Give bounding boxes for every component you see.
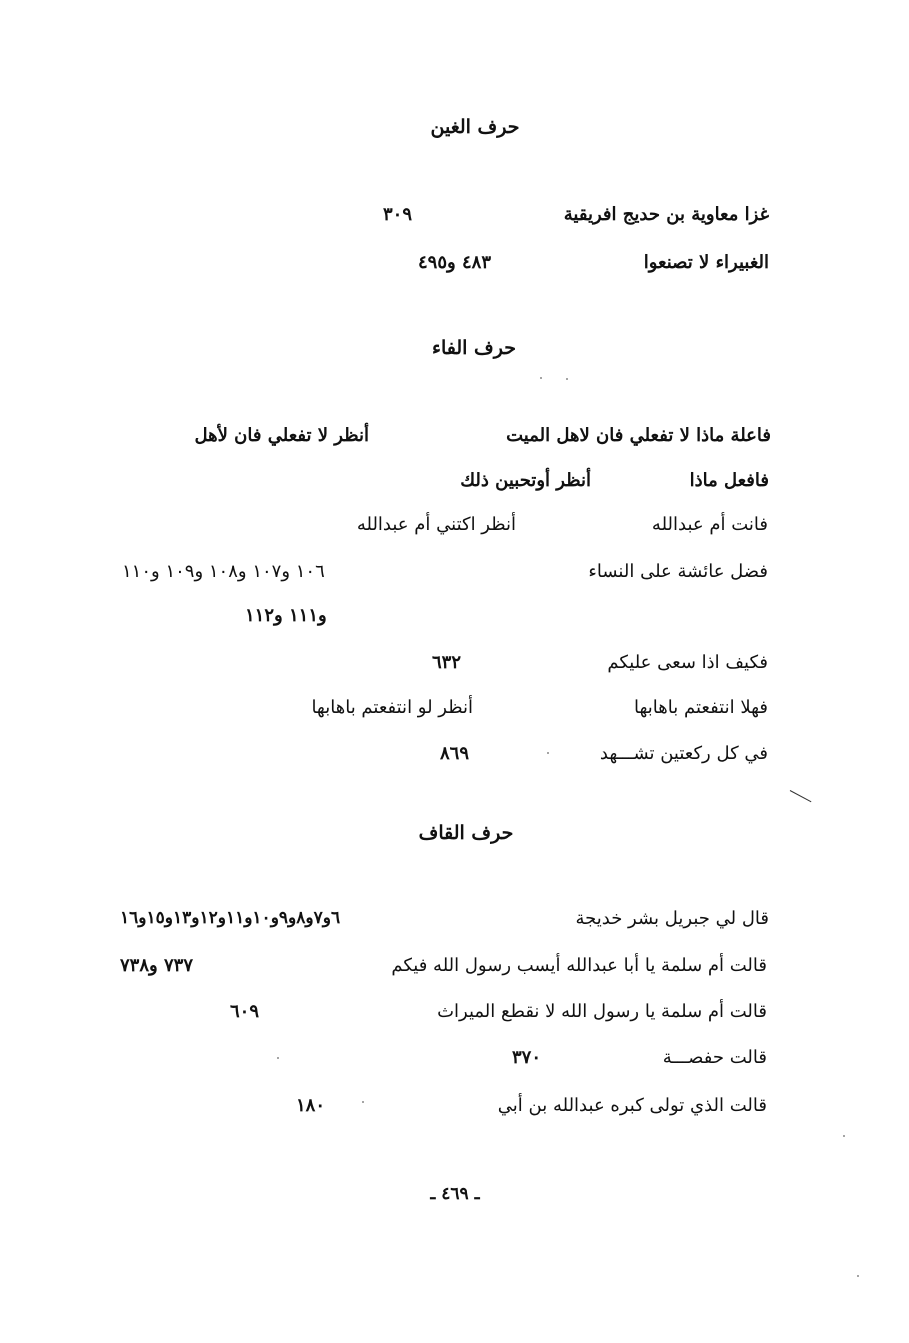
index-entry bbox=[607, 652, 768, 673]
entry-title: قالت الذي تولى كبره عبدالله بن أبي bbox=[497, 1095, 767, 1116]
index-entry bbox=[644, 252, 769, 273]
entry-title: الغبيراء لا تصنعوا bbox=[643, 252, 769, 273]
entry-title: قالت حفصـــة bbox=[662, 1047, 767, 1068]
section-heading-ghain: حرف الغين bbox=[430, 116, 520, 138]
section-heading-fa: حرف الفاء bbox=[432, 337, 516, 359]
scan-speck bbox=[547, 752, 549, 754]
index-entry bbox=[634, 697, 768, 718]
index-entry bbox=[600, 743, 768, 764]
entry-title: في كل ركعتين تشـــهد bbox=[599, 743, 768, 764]
entry-title: قالت أم سلمة يا أبا عبدالله أيسب رسول الله فيكم bbox=[391, 955, 767, 976]
index-entry bbox=[391, 955, 767, 976]
entry-title: فاعلة ماذا لا تفعلي فان لاهل الميت bbox=[506, 425, 771, 446]
entry-title: فافعل ماذا bbox=[689, 470, 769, 491]
scan-speck bbox=[362, 1101, 364, 1103]
index-entry bbox=[575, 908, 769, 929]
entry-ref: ٦و٧و٨و٩و١٠و١١و١٢و١٣و١٥و١٦ bbox=[120, 908, 341, 928]
page-number: ـ ٤٦٩ ـ bbox=[430, 1184, 480, 1204]
entry-ref: ٧٣٧ و٧٣٨ bbox=[120, 955, 193, 976]
entry-ref: أنظر لو انتفعتم باهابها bbox=[311, 697, 473, 718]
index-entry bbox=[506, 425, 771, 446]
entry-ref-continued: و١١١ و١١٢ bbox=[245, 605, 327, 626]
entry-title: غزا معاوية بن حديج افريقية bbox=[563, 204, 769, 225]
entry-title: فانت أم عبدالله bbox=[651, 514, 768, 535]
index-entry bbox=[564, 204, 769, 225]
entry-ref: ٨٦٩ bbox=[440, 743, 470, 764]
entry-ref: ٤٨٣ و٤٩٥ bbox=[418, 252, 491, 273]
entry-ref: ١٠٦ و١٠٧ و١٠٨ و١٠٩ و١١٠ bbox=[122, 561, 325, 582]
entry-ref: ٦٠٩ bbox=[230, 1001, 260, 1022]
entry-ref: ١٨٠ bbox=[296, 1095, 326, 1116]
entry-ref: ٣٧٠ bbox=[512, 1047, 542, 1068]
entry-title: فهلا انتفعتم باهابها bbox=[634, 697, 768, 718]
index-entry bbox=[498, 1095, 767, 1116]
index-entry bbox=[690, 470, 769, 491]
entry-ref: ٦٣٢ bbox=[432, 652, 462, 673]
scan-mark bbox=[790, 790, 812, 802]
entry-title: فضل عائشة على النساء bbox=[588, 561, 768, 582]
section-heading-qaf: حرف القاف bbox=[418, 822, 514, 844]
entry-ref: أنظر أوتحبين ذلك bbox=[460, 470, 591, 491]
index-entry bbox=[652, 514, 768, 535]
entry-ref: ٣٠٩ bbox=[383, 204, 413, 225]
index-entry bbox=[437, 1001, 767, 1022]
entry-ref: أنظر لا تفعلي فان لأهل bbox=[194, 425, 369, 446]
index-entry bbox=[588, 561, 768, 582]
scan-speck bbox=[843, 1135, 845, 1137]
entry-title: قال لي جبريل بشر خديجة bbox=[575, 908, 769, 929]
scan-speck bbox=[277, 1057, 279, 1059]
index-entry bbox=[663, 1047, 767, 1068]
entry-ref: أنظر اكتني أم عبدالله bbox=[356, 514, 516, 535]
entry-title: قالت أم سلمة يا رسول الله لا نقطع الميراث bbox=[437, 1001, 767, 1022]
entry-title: فكيف اذا سعى عليكم bbox=[607, 652, 768, 673]
scan-speck bbox=[566, 378, 568, 380]
scan-speck bbox=[540, 377, 542, 379]
scan-speck bbox=[857, 1275, 859, 1277]
